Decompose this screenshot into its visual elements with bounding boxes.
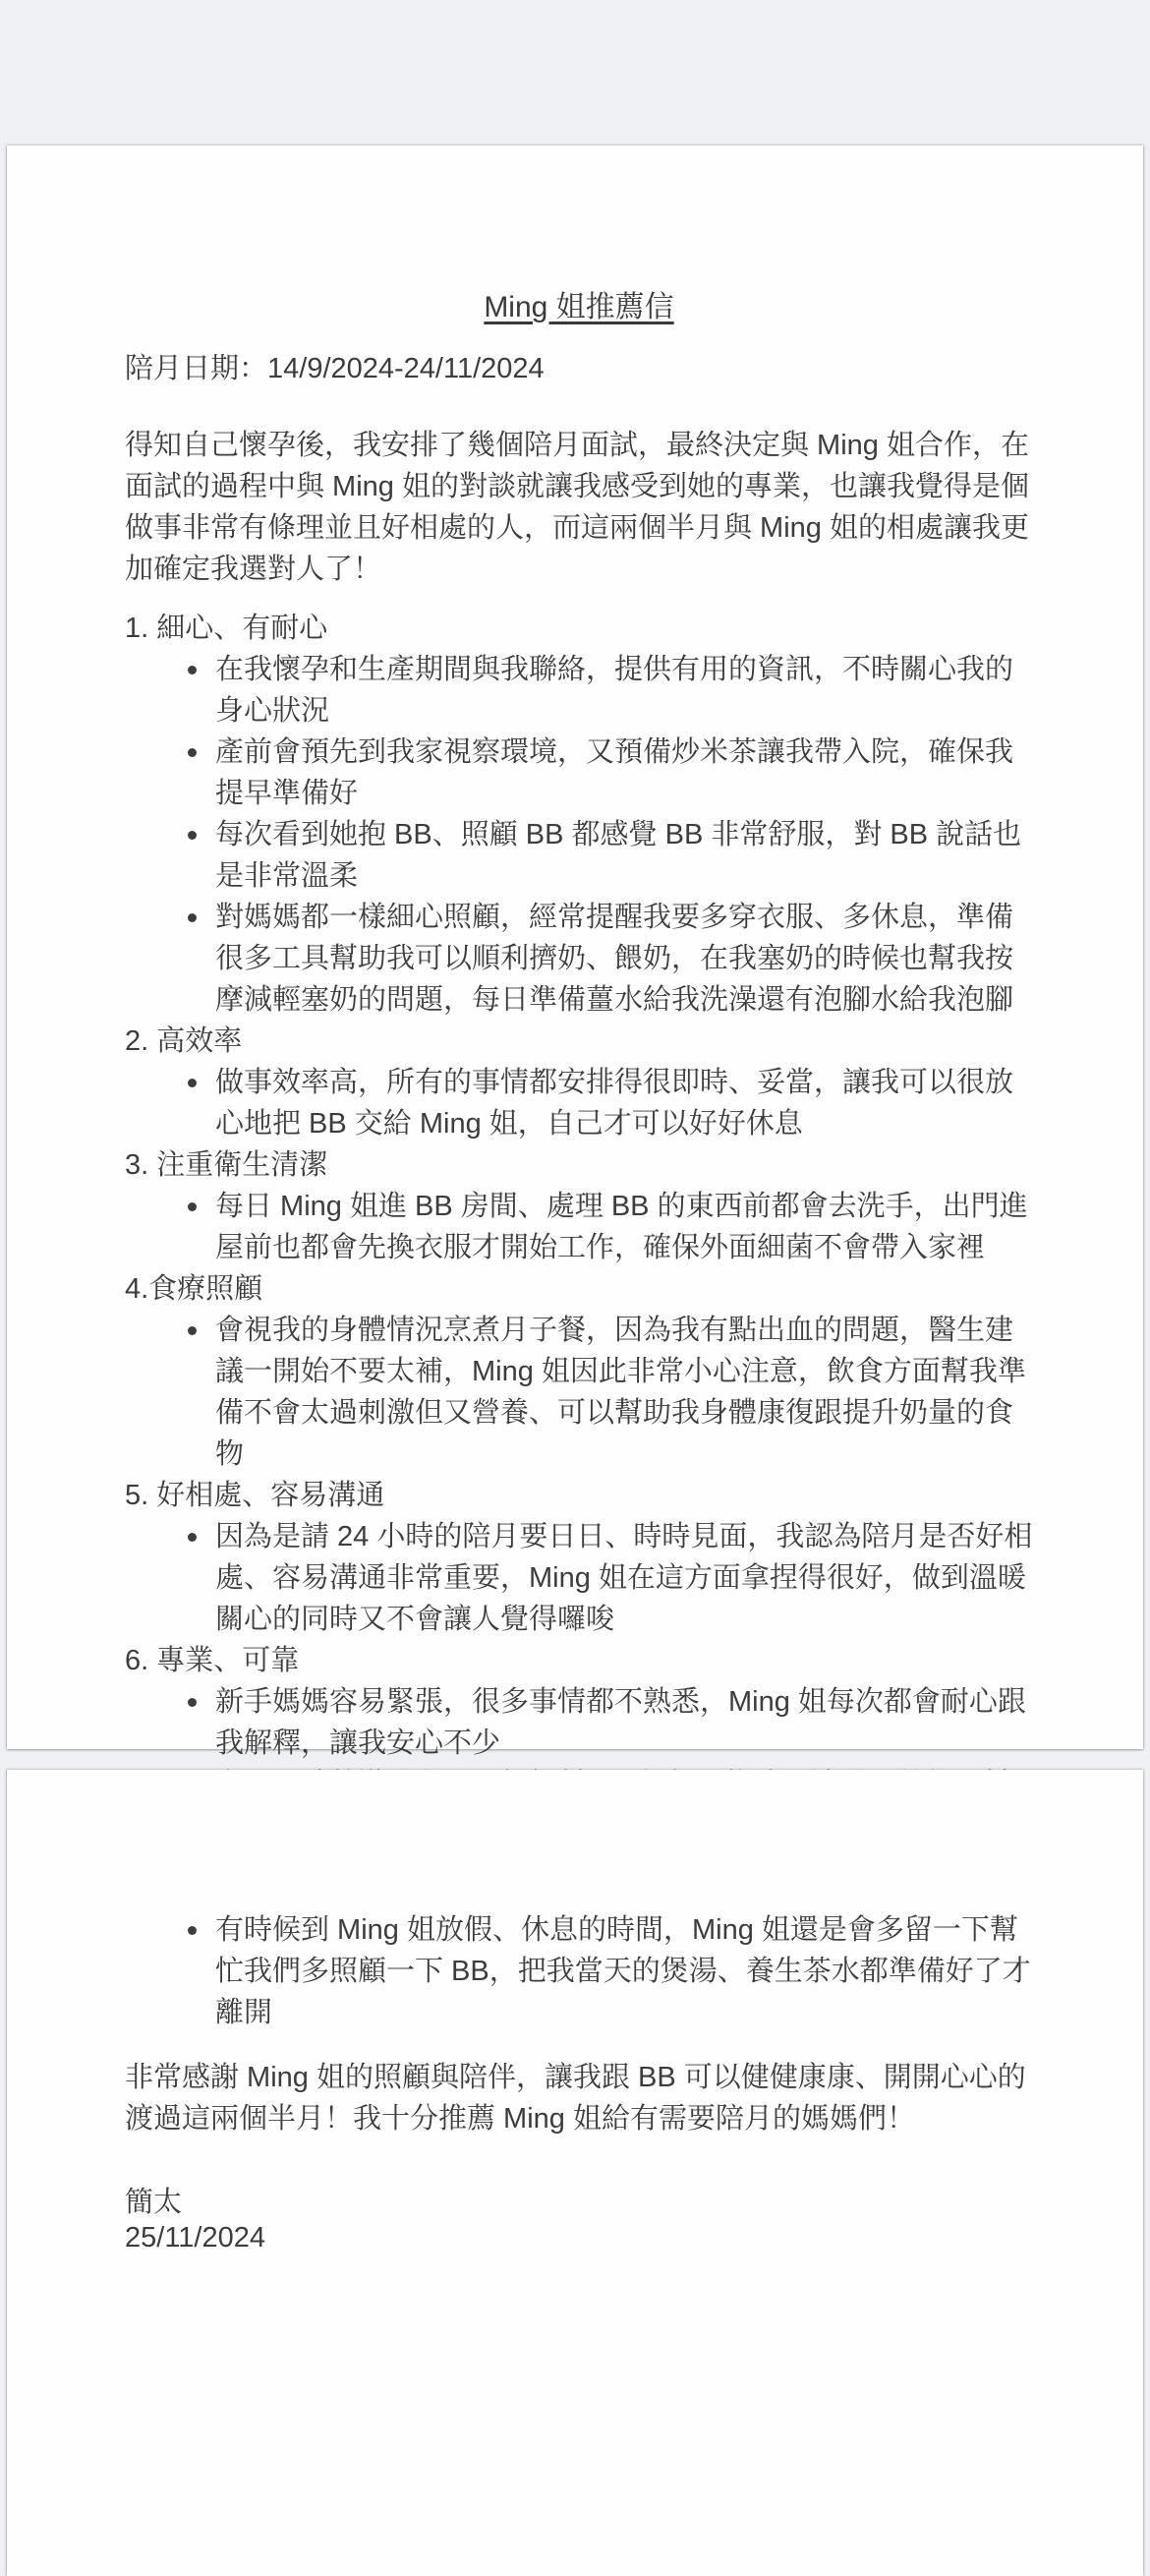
section-4	[125, 1268, 1033, 1475]
numbered-sections	[125, 608, 1033, 1888]
bullet-item: 每次看到她抱 BB、照顧 BB 都感覺 BB 非常舒服，對 BB 說話也是非常溫柔	[215, 814, 1033, 897]
bullet-item: 對媽媽都一樣細心照顧，經常提醒我要多穿衣服、多休息，準備很多工具幫助我可以順利擠奶、餵奶，在我塞奶的時候也幫我按摩減輕塞奶的問題，每日準備薑水給我洗澡還有泡腳水給我泡腳	[215, 897, 1033, 1021]
section-heading: 6. 專業、可靠	[125, 1645, 300, 1676]
bullet-item: 在我懷孕和生產期間與我聯絡，提供有用的資訊，不時關心我的身心狀況	[215, 649, 1033, 732]
intro-paragraph: 得知自己懷孕後，我安排了幾個陪月面試，最終決定與 Ming 姐合作，在面試的過程中與 Ming 姐的對談就讓我感受到她的專業，也讓我覺得是個做事非常有條理並且好相處的人，而這兩個半月與 Ming 姐的相處讓我更加確定我選對人了！	[125, 430, 1029, 585]
signature-block	[125, 2185, 1033, 2255]
bullet-list	[125, 1310, 1033, 1475]
document-title: Ming 姐推薦信	[484, 291, 674, 323]
section-5	[125, 1475, 1033, 1640]
bullet-list	[125, 649, 1033, 1021]
bullet-list	[125, 1062, 1033, 1144]
section-heading: 1. 細心、有耐心	[125, 613, 328, 644]
bullet-item: 產前會預先到我家視察環境，又預備炒米茶讓我帶入院，確保我提早準備好	[215, 732, 1033, 814]
letter-page-2	[7, 1770, 1143, 2576]
bullet-item: 有時候到 Ming 姐放假、休息的時間，Ming 姐還是會多留一下幫忙我們多照顧一下 BB，把我當天的煲湯、養生茶水都準備好了才離開	[215, 1909, 1033, 2033]
service-date-line: 陪月日期：14/9/2024-24/11/2024	[125, 353, 545, 384]
letter-page-1	[7, 146, 1143, 1759]
section-heading: 5. 好相處、容易溝通	[125, 1480, 385, 1511]
section-heading: 2. 高效率	[125, 1025, 243, 1057]
bullet-list	[125, 1909, 1033, 2033]
section-heading: 3. 注重衛生清潔	[125, 1149, 328, 1181]
signature-name: 簡太	[125, 2187, 183, 2218]
section-2	[125, 1021, 1033, 1144]
bullet-item: 會視我的身體情況烹煮月子餐，因為我有點出血的問題，醫生建議一開始不要太補，Ming 姐因此非常小心注意，飲食方面幫我準備不會太過刺激但又營養、可以幫助我身體康復跟提升奶量的食物	[215, 1310, 1033, 1475]
signature-date: 25/11/2024	[125, 2222, 265, 2254]
bullet-list	[125, 1186, 1033, 1268]
bullet-item: 新手媽媽容易緊張，很多事情都不熟悉，Ming 姐每次都會耐心跟我解釋，讓我安心不少	[215, 1681, 1033, 1764]
section-heading: 4.食療照顧	[125, 1273, 263, 1305]
bullet-item: 每日 Ming 姐進 BB 房間、處理 BB 的東西前都會去洗手，出門進屋前也都會先換衣服才開始工作，確保外面細菌不會帶入家裡	[215, 1186, 1033, 1268]
bullet-list	[125, 1516, 1033, 1640]
section-3	[125, 1144, 1033, 1268]
closing-paragraph: 非常感謝 Ming 姐的照顧與陪伴，讓我跟 BB 可以健健康康、開開心心的渡過這兩個半月！我十分推薦 Ming 姐給有需要陪月的媽媽們！	[125, 2062, 1026, 2135]
bullet-item: 做事效率高，所有的事情都安排得很即時、妥當，讓我可以很放心地把 BB 交給 Ming 姐，自己才可以好好休息	[215, 1062, 1033, 1144]
bullet-item: 因為是請 24 小時的陪月要日日、時時見面，我認為陪月是否好相處、容易溝通非常重要，Ming 姐在這方面拿捏得很好，做到溫暖關心的同時又不會讓人覺得囉唆	[215, 1516, 1033, 1640]
section-1	[125, 608, 1033, 1021]
